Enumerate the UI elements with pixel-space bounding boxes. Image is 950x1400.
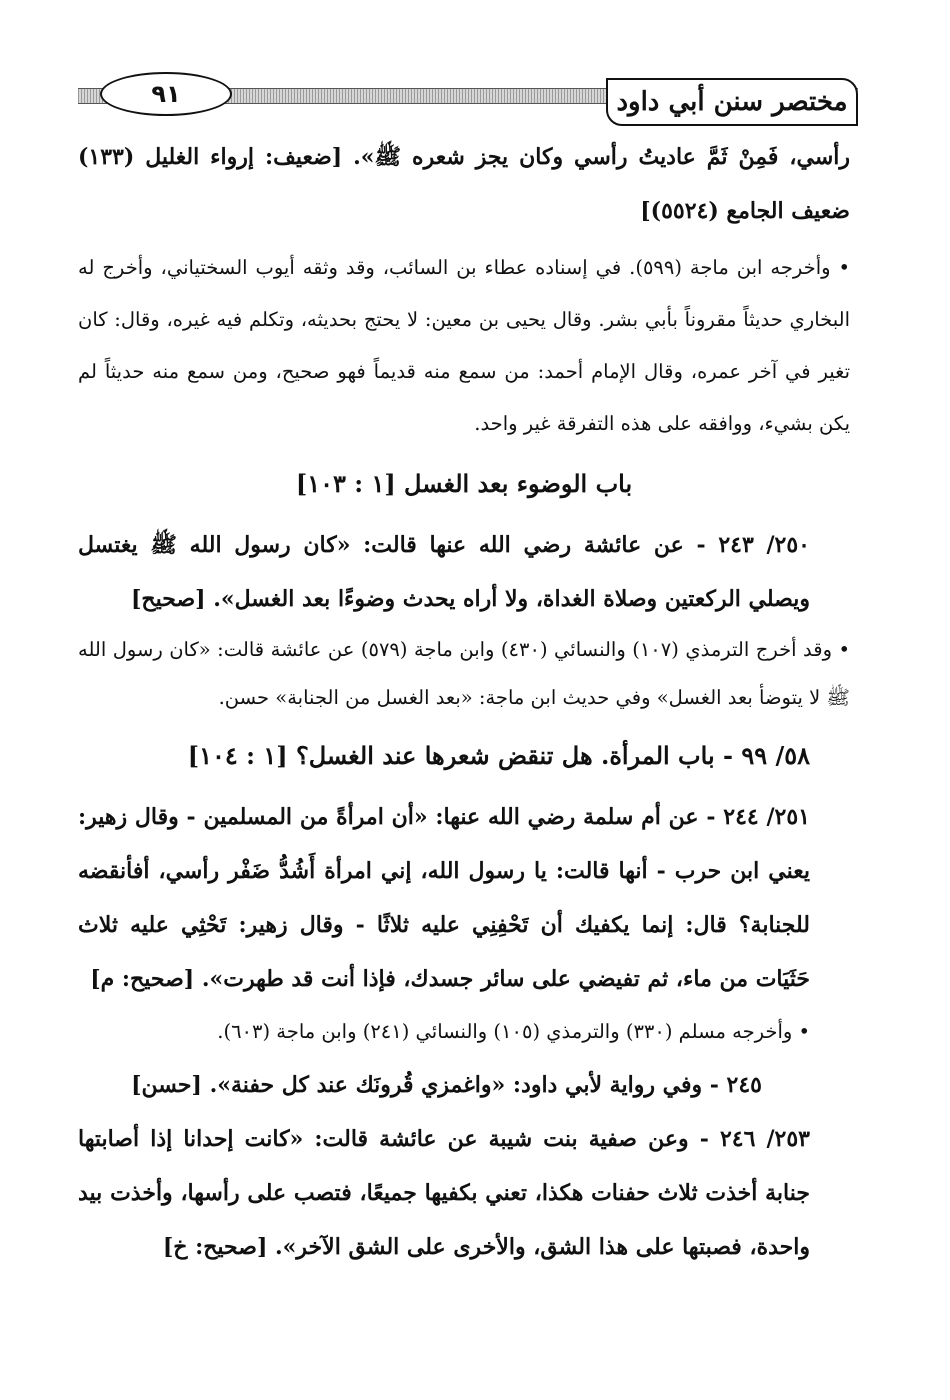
chapter-heading: ٥٨/ ٩٩ - باب المرأة. هل تنقض شعرها عند الغسل؟ [١ : ١٠٤] (187, 741, 810, 770)
continued-hadith-text: رأسي، فَمِنْ ثَمَّ عاديتُ رأسي وكان يجز شعره ﷺ». [ضعيف: إرواء الغليل (١٣٣) ضعيف الجامع (٥٥٢٤)] (78, 144, 850, 224)
page-body (78, 128, 850, 1274)
hadith-251: ٢٥١/ ٢٤٤ - عن أم سلمة رضي الله عنها: «أن امرأةً من المسلمين - وقال زهير: يعني ابن حرب - أنها قالت: يا رسول الله، إني امرأة أَشُدُّ ضَفْر رأسي، أفأنقضه للجنابة؟ قال: إنما يكفيك أن تَحْفِنِي عليه ثلاثًا - وقال زهير: تَحْثِي عليه ثلاث حَثَيَات من ماء، ثم تفيضي على سائر جسدك، فإذا أنت قد طهرت». [صحيح: م] (78, 804, 810, 992)
chapter-heading: باب الوضوء بعد الغسل [١ : ١٠٣] (295, 469, 633, 498)
page-header (78, 72, 858, 124)
hadith-245: ٢٤٥ - وفي رواية لأبي داود: «واغمزي قُرونَك عند كل حفنة». [حسن] (131, 1072, 762, 1098)
hadith-253: ٢٥٣/ ٢٤٦ - وعن صفية بنت شيبة عن عائشة قالت: «كانت إحدانا إذا أصابتها جنابة أخذت ثلاث حفنات هكذا، تعني بكفيها جميعًا، فتصب على رأسها، وأخذت بيد واحدة، فصبتها على هذا الشق، والأخرى على الشق الآخر». [صحيح: خ] (78, 1126, 810, 1260)
book-title: مختصر سنن أبي داود (606, 78, 858, 126)
commentary-note: • وأخرجه مسلم (٣٣٠) والترمذي (١٠٥) والنسائي (٢٤١) وابن ماجة (٦٠٣). (217, 1020, 810, 1043)
commentary-note: • وقد أخرج الترمذي (١٠٧) والنسائي (٤٣٠) وابن ماجة (٥٧٩) عن عائشة قالت: «كان رسول الله ﷺ لا يتوضأ بعد الغسل» وفي حديث ابن ماجة: «بعد الغسل من الجنابة» حسن. (78, 638, 851, 709)
hadith-250: ٢٥٠/ ٢٤٣ - عن عائشة رضي الله عنها قالت: «كان رسول الله ﷺ يغتسل ويصلي الركعتين وصلاة الغداة، ولا أراه يحدث وضوءًا بعد الغسل». [صحيح] (78, 532, 810, 612)
commentary-note: • وأخرجه ابن ماجة (٥٩٩). في إسناده عطاء بن السائب، وقد وثقه أيوب السختياني، وأخرج له البخاري حديثاً مقروناً بأبي بشر. وقال يحيى بن معين: لا يحتج بحديثه، وتكلم فيه غيره، وقال: كان تغير في آخر عمره، وقال الإمام أحمد: من سمع منه قديماً فهو صحيح، ومن سمع منه حديثاً لم يكن بشيء، ووافقه على هذه التفرقة غير واحد. (78, 256, 850, 435)
page-number: ٩١ (100, 72, 232, 116)
